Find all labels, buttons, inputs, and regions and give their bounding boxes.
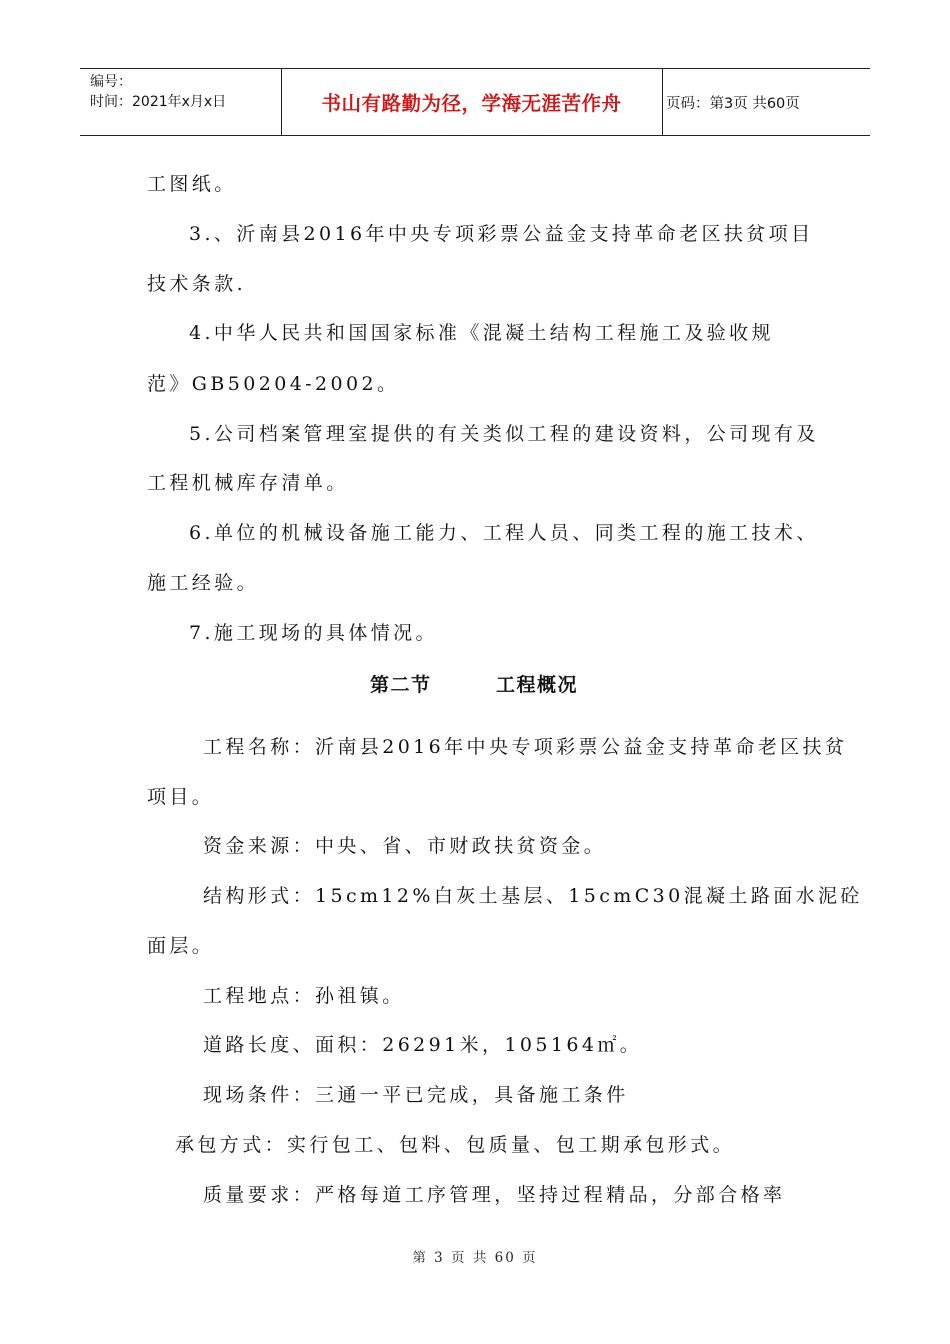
body-line: 范》GB50204-2002。 (147, 373, 400, 395)
body-line: 现场条件：三通一平已完成，具备施工条件 (203, 1084, 629, 1106)
body-line: 技术条款. (147, 273, 247, 295)
body-line: 结构形式：15cm12%白灰土基层、15cmC30混凝土路面水泥砼 (203, 885, 863, 907)
body-line: 4.中华人民共和国国家标准《混凝土结构工程施工及验收规 (189, 322, 774, 344)
body-line: 3.、沂南县2016年中央专项彩票公益金支持革命老区扶贫项目 (189, 223, 814, 245)
section-title: 工程概况 (496, 674, 579, 696)
page-footer: 第 3 页 共 60 页 (412, 1250, 538, 1266)
body-line: 项目。 (147, 786, 215, 808)
page-header (80, 68, 870, 136)
body-line: 5.公司档案管理室提供的有关类似工程的建设资料，公司现有及 (189, 423, 819, 445)
body-line: 工图纸。 (147, 173, 237, 195)
body-line: 工程机械库存清单。 (147, 472, 349, 494)
document-date-label: 时间：2021年x月x日 (90, 94, 227, 110)
body-line: 工程名称：沂南县2016年中央专项彩票公益金支持革命老区扶贫 (203, 736, 848, 758)
body-line: 工程地点：孙祖镇。 (203, 985, 405, 1007)
body-line: 6.单位的机械设备施工能力、工程人员、同类工程的施工技术、 (189, 522, 819, 544)
body-line: 资金来源：中央、省、市财政扶贫资金。 (203, 835, 607, 857)
body-line: 施工经验。 (147, 572, 260, 594)
body-line: 承包方式：实行包工、包料、包质量、包工期承包形式。 (175, 1134, 736, 1156)
body-line: 面层。 (147, 935, 215, 957)
header-meta (80, 69, 281, 135)
section-number: 第二节 (370, 674, 432, 696)
body-line: 7.施工现场的具体情况。 (189, 622, 438, 644)
body-line: 质量要求：严格每道工序管理，坚持过程精品，分部合格率 (203, 1184, 786, 1206)
header-page-info: 页码：第3页 共60页 (666, 95, 800, 112)
header-motto: 书山有路勤为径，学海无涯苦作舟 (321, 92, 622, 115)
document-number-label: 编号： (90, 74, 132, 90)
body-line: 道路长度、面积：26291米，105164㎡。 (203, 1034, 643, 1056)
